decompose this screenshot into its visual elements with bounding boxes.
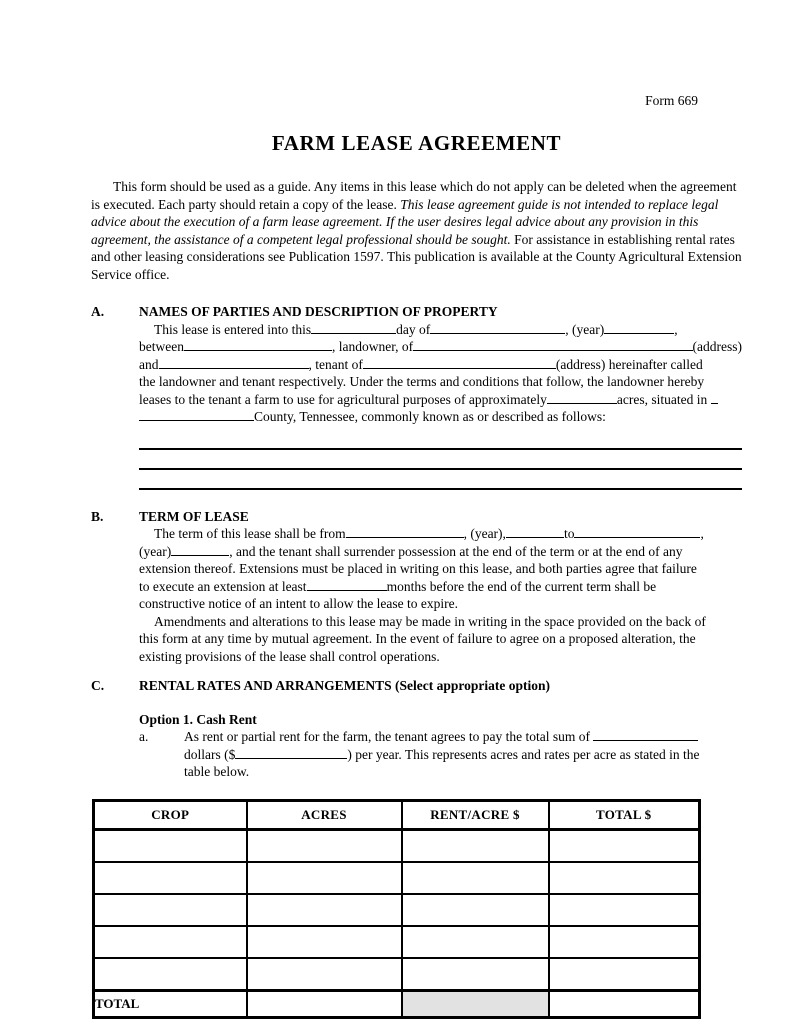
day-blank xyxy=(311,321,396,334)
text-run: to execute an extension at least xyxy=(139,578,307,594)
section-b-heading-row xyxy=(91,508,742,526)
section-b-body xyxy=(139,525,742,665)
text-run: (address) xyxy=(692,339,742,354)
table-cell xyxy=(549,990,700,1017)
table-cell xyxy=(549,862,700,894)
table-cell xyxy=(247,829,402,862)
table-cell xyxy=(402,926,549,958)
option1-heading: Option 1. Cash Rent xyxy=(139,711,257,727)
table-cell xyxy=(549,958,700,991)
county-line xyxy=(139,408,742,426)
table-cell xyxy=(247,862,402,894)
landowner-address-blank xyxy=(413,338,692,351)
total-sum-dollars-blank xyxy=(235,746,347,759)
landowner-name-blank xyxy=(184,338,332,351)
document-title: FARM LEASE AGREEMENT xyxy=(271,131,562,155)
term-start-blank xyxy=(346,525,464,538)
acres-column-header: ACRES xyxy=(247,800,402,829)
table-cell xyxy=(402,894,549,926)
description-line-1 xyxy=(139,430,742,450)
total-row-label: TOTAL xyxy=(94,990,247,1017)
item-a-body xyxy=(184,728,742,781)
text-run: This lease is entered into this xyxy=(154,321,312,337)
text-run: As rent or partial rent for the farm, the tenant agrees to pay the total sum of xyxy=(184,729,594,744)
term-year-line xyxy=(139,543,742,561)
text-run: constructive notice of an intent to allow the lease to expire. xyxy=(139,596,459,611)
section-a-heading: NAMES OF PARTIES AND DESCRIPTION OF PROPERTY xyxy=(139,304,498,319)
table-cell xyxy=(247,926,402,958)
section-b-label: B. xyxy=(91,508,104,524)
tenant-address-blank xyxy=(363,356,556,369)
tenant-name-blank xyxy=(159,356,309,369)
table-total-row xyxy=(94,990,700,1017)
table-row xyxy=(94,862,700,894)
term-end-blank xyxy=(574,525,700,538)
text-run: acres, situated in xyxy=(616,391,708,407)
section-b-heading: TERM OF LEASE xyxy=(139,508,249,524)
acreage-line xyxy=(139,391,742,409)
table-cell xyxy=(94,829,247,862)
table-cell xyxy=(402,829,549,862)
table-cell xyxy=(247,958,402,991)
table-cell xyxy=(94,926,247,958)
tenant-line xyxy=(139,356,742,374)
extension-months-blank xyxy=(307,578,387,591)
text-line xyxy=(139,648,742,666)
text-run: County, Tennessee, commonly known as or described as follows: xyxy=(254,409,606,424)
rent-table xyxy=(92,799,701,1019)
table-cell xyxy=(549,926,700,958)
table-cell xyxy=(94,862,247,894)
extension-line xyxy=(139,578,742,596)
crop-column-header: CROP xyxy=(94,800,247,829)
text-run: Amendments and alterations to this lease may be made in writing in the space provided on the back of xyxy=(154,613,706,629)
table-cell xyxy=(549,894,700,926)
table-cell xyxy=(402,958,549,991)
text-run: , xyxy=(700,526,704,541)
table-row xyxy=(94,926,700,958)
lease-date-line xyxy=(139,321,742,339)
text-line xyxy=(139,595,742,613)
text-run: the landowner and tenant respectively. Under the terms and conditions that follow, the landowner hereby xyxy=(139,374,705,389)
shaded-cell xyxy=(402,990,549,1017)
text-run: , and the tenant shall surrender possession at the end of the term or at the end of any xyxy=(229,543,683,559)
text-run: leases to the tenant a farm to use for agricultural purposes of approximately xyxy=(139,391,547,407)
description-line-2 xyxy=(139,450,742,470)
text-run: existing provisions of the lease shall control operations. xyxy=(139,648,440,664)
rent-sum-line xyxy=(184,728,742,746)
acres-blank xyxy=(547,391,617,404)
text-run: , (year), xyxy=(463,526,506,541)
text-run: and xyxy=(139,356,159,372)
table-row xyxy=(94,958,700,991)
section-c-heading-row xyxy=(91,677,742,695)
text-run: ) per year. This represents acres and rates per acre as stated in the xyxy=(347,746,700,762)
text-line xyxy=(184,763,742,781)
text-run: (year) xyxy=(139,543,172,559)
landowner-line xyxy=(139,338,742,356)
text-run: (address) hereinafter called xyxy=(555,356,703,372)
year-blank xyxy=(604,321,674,334)
county-blank xyxy=(139,408,254,421)
text-line xyxy=(139,630,742,648)
term-end-year-blank xyxy=(171,543,229,556)
section-a-heading-row xyxy=(91,303,742,321)
text-run: The term of this lease shall be from xyxy=(154,526,346,541)
table-row xyxy=(94,894,700,926)
table-cell xyxy=(247,894,402,926)
section-a-label: A. xyxy=(91,304,105,319)
text-run: to xyxy=(563,526,575,541)
text-run: , xyxy=(674,321,678,337)
text-run: day of xyxy=(396,321,431,337)
term-start-year-blank xyxy=(506,525,564,538)
total-sum-words-blank xyxy=(593,728,698,741)
text-run: , (year) xyxy=(565,321,605,337)
form-number: Form 669 xyxy=(645,93,698,108)
text-run: , landowner, of xyxy=(331,339,414,354)
table-cell xyxy=(549,829,700,862)
table-cell xyxy=(247,990,402,1017)
section-b xyxy=(91,508,742,666)
county-blank-continuation xyxy=(711,391,718,404)
intro-text-run: This form should be used as a guide. Any items in this lease which do not apply can be deleted when the agreement is executed. Each party should retain a copy of the lease. xyxy=(91,179,737,212)
text-run: , tenant of xyxy=(308,356,363,372)
table-cell xyxy=(402,862,549,894)
section-c-heading: RENTAL RATES AND ARRANGEMENTS (Select appropriate option) xyxy=(139,678,551,693)
section-c-label: C. xyxy=(91,678,105,693)
intro-italic-run: This lease agreement guide is not intended to replace legal advice about the execution of a farm lease agreement. If the user desires legal advice about any provision in this agreement, the assistance of a competent legal professional should be sought. xyxy=(91,196,719,247)
text-run: dollars ($ xyxy=(184,746,236,762)
item-a xyxy=(139,728,742,781)
table-cell xyxy=(94,894,247,926)
section-c xyxy=(91,677,742,781)
total-column-header: TOTAL $ xyxy=(549,800,700,829)
month-blank xyxy=(430,321,565,334)
intro-paragraph xyxy=(91,178,742,283)
description-line-3 xyxy=(139,470,742,490)
term-line xyxy=(139,525,742,543)
property-description-area xyxy=(139,430,742,490)
text-run: extension thereof. Extensions must be placed in writing on this lease, and both parties agree that failure xyxy=(139,561,697,576)
text-line xyxy=(139,560,742,578)
section-a-body xyxy=(139,321,742,490)
intro-text-run: For assistance in establishing rental rates and other leasing considerations see Publication 1597. This publication is available at the County Agricultural Extension Service office. xyxy=(91,231,742,282)
table-row xyxy=(94,829,700,862)
rent-per-acre-column-header: RENT/ACRE $ xyxy=(402,800,549,829)
text-run: between xyxy=(139,339,184,354)
text-line xyxy=(139,373,742,391)
text-run: table below. xyxy=(184,764,250,779)
table-header-row xyxy=(94,800,700,829)
section-a xyxy=(91,303,742,490)
section-c-body xyxy=(139,711,742,781)
text-line xyxy=(139,613,742,631)
text-run: months before the end of the current term shall be xyxy=(386,578,657,594)
text-run: this form at any time by mutual agreement. In the event of failure to agree on a proposed alteration, the xyxy=(139,631,696,646)
item-a-label: a. xyxy=(139,729,149,744)
rent-dollars-line xyxy=(184,746,742,764)
table-cell xyxy=(94,958,247,991)
